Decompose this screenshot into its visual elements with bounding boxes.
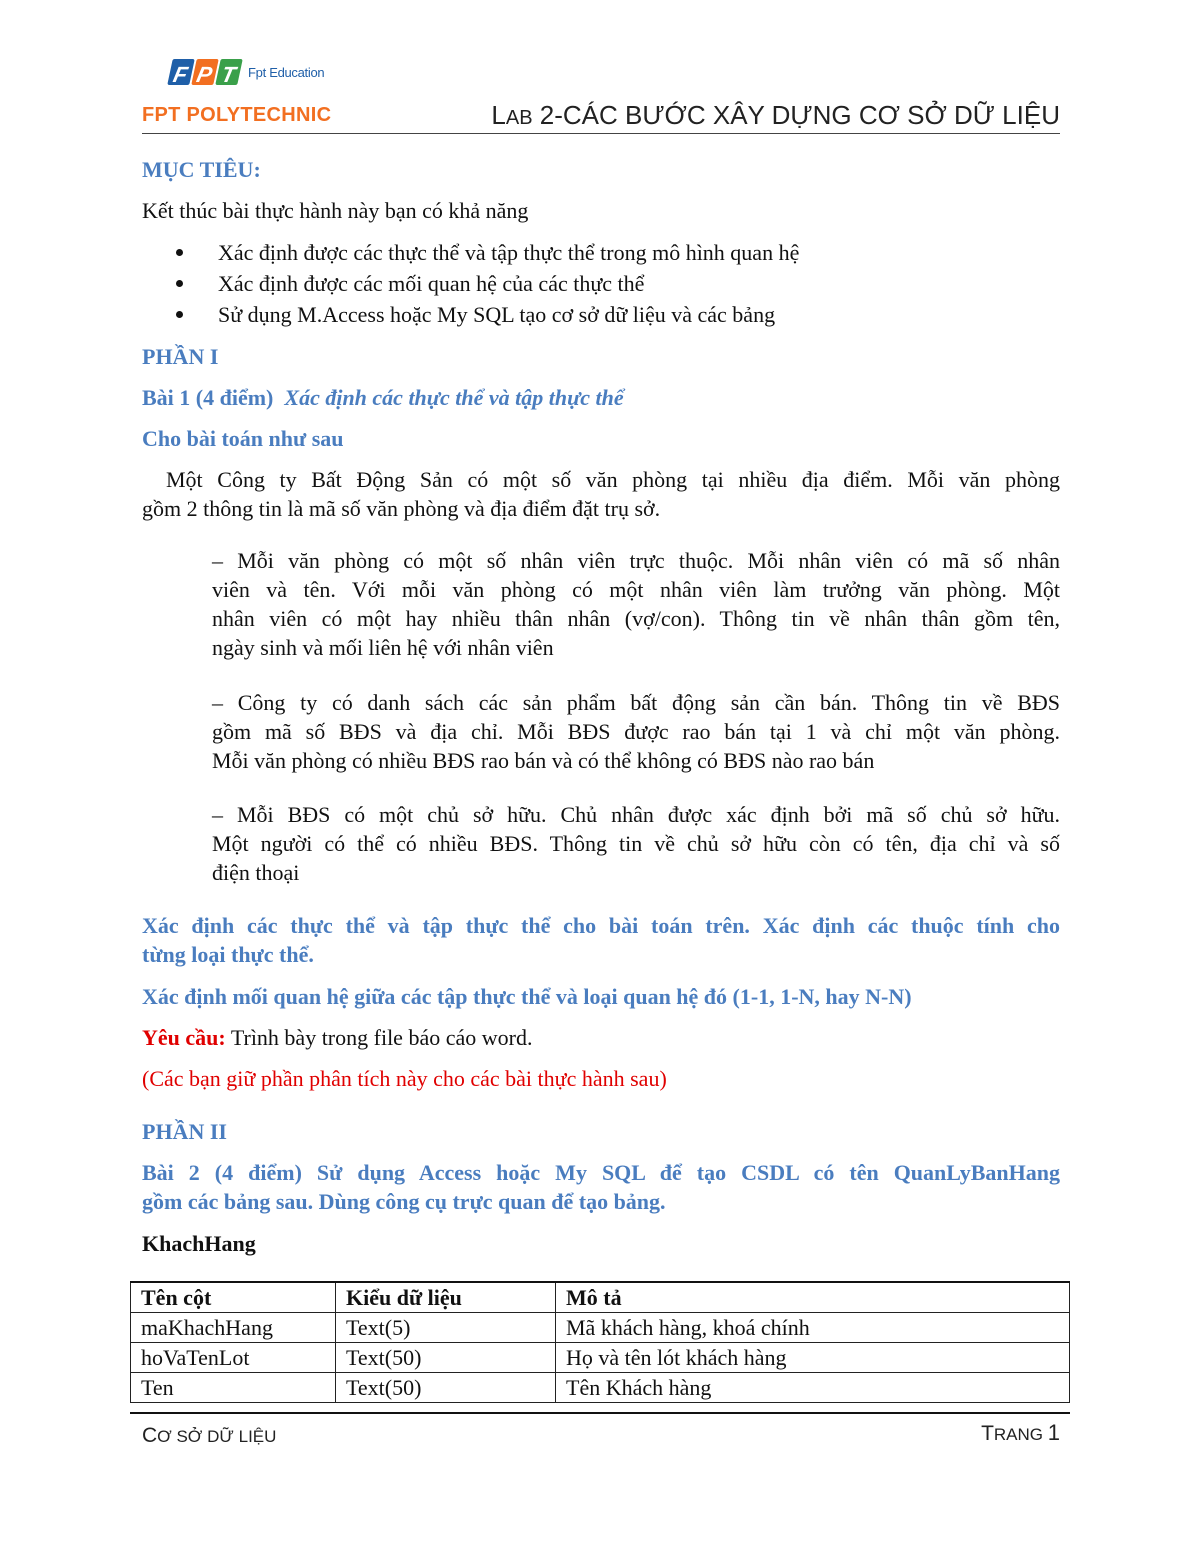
table-cell: Mã khách hàng, khoá chính	[556, 1313, 1070, 1343]
header-rule	[142, 133, 1060, 134]
table-cell: Text(50)	[336, 1343, 556, 1373]
table-name: KhachHang	[142, 1231, 256, 1256]
lab-title	[491, 100, 1060, 131]
task1-heading	[142, 383, 624, 412]
problem-intro: Một Công ty Bất Động Sản có một số văn phòng tại nhiều địa điểm. Mỗi văn phòng gồm 2 thông tin là mã số văn phòng và địa điểm đặt trụ sở.	[142, 467, 1060, 521]
objective-item: Xác định được các mối quan hệ của các thực thể	[218, 269, 644, 298]
table-cell: Ten	[131, 1373, 336, 1403]
part1-heading: PHẦN I	[142, 344, 219, 369]
logo-tile-p: P	[191, 59, 219, 85]
objective-item: Xác định được các thực thể và tập thực thể trong mô hình quan hệ	[218, 238, 799, 267]
column-header: Mô tả	[556, 1282, 1070, 1313]
column-header: Kiểu dữ liệu	[336, 1282, 556, 1313]
table-cell: Họ và tên lót khách hàng	[556, 1343, 1070, 1373]
objective-item: Sử dụng M.Access hoặc My SQL tạo cơ sở dữ liệu và các bảng	[218, 300, 775, 329]
dash-item-offices: – Mỗi văn phòng có một số nhân viên trực thuộc. Mỗi nhân viên có mã số nhân viên và tên. Với mỗi văn phòng có một nhân viên làm trưởng văn phòng. Một nhân viên có một hay nhiều thân nhân (vợ/con). Thông tin về nhân thân gồm tên, ngày sinh và mối liên hệ với nhân viên	[212, 548, 1060, 660]
objectives-heading: MỤC TIÊU:	[142, 157, 261, 182]
logo-tagline: Fpt Education	[248, 65, 325, 80]
table-row	[131, 1373, 1070, 1403]
table-row	[131, 1343, 1070, 1373]
dash-item-properties: – Công ty có danh sách các sản phẩm bất động sản cần bán. Thông tin về BĐS gồm mã số BĐS và địa chỉ. Mỗi BĐS được rao bán tại 1 và chỉ một văn phòng. Mỗi văn phòng có nhiều BĐS rao bán và có thể không có BĐS nào rao bán	[212, 690, 1060, 773]
part2-heading: PHẦN II	[142, 1119, 227, 1144]
lab-title-rest: 2-CÁC BƯỚC XÂY DỰNG CƠ SỞ DỮ LIỆU	[532, 100, 1060, 130]
table-cell: maKhachHang	[131, 1313, 336, 1343]
requirement-entities: Xác định các thực thể và tập thực thể cho bài toán trên. Xác định các thuộc tính cho từng loại thực thể.	[142, 913, 1060, 967]
dash-item-owners: – Mỗi BĐS có một chủ sở hữu. Chủ nhân được xác định bởi mã số chủ sở hữu. Một người có thể có nhiều BĐS. Thông tin về chủ sở hữu còn có tên, địa chỉ và số điện thoại	[212, 802, 1060, 885]
table-row	[131, 1313, 1070, 1343]
requirement-text: Trình bày trong file báo cáo word.	[225, 1025, 533, 1050]
objectives-intro: Kết thúc bài thực hành này bạn có khả năng	[142, 198, 529, 223]
table-cell: hoVaTenLot	[131, 1343, 336, 1373]
bullet-icon	[176, 280, 183, 287]
fpt-education-logo	[170, 55, 340, 95]
logo-tile-t: T	[215, 59, 243, 85]
logo-tile-f: F	[167, 59, 195, 85]
task1-title: Xác định các thực thể và tập thực thể	[284, 385, 624, 410]
lab-title-smallcaps: AB	[505, 107, 533, 129]
task2-heading: Bài 2 (4 điểm) Sử dụng Access hoặc My SQL để tạo CSDL có tên QuanLyBanHang gồm các bảng sau. Dùng công cụ trực quan để tạo bảng.	[142, 1160, 1060, 1214]
task1-number: Bài 1 (4 điểm)	[142, 385, 274, 410]
footer-course-name: CƠ SỞ DỮ LIỆU	[142, 1424, 277, 1447]
footer-page: TRANG 1	[981, 1420, 1060, 1445]
table-cell: Text(5)	[336, 1313, 556, 1343]
problem-heading: Cho bài toán như sau	[142, 426, 344, 451]
column-header: Tên cột	[131, 1282, 336, 1313]
analysis-note: (Các bạn giữ phần phân tích này cho các bài thực hành sau)	[142, 1066, 667, 1091]
bullet-icon	[176, 249, 183, 256]
footer-rule	[130, 1412, 1070, 1414]
requirement-line	[142, 1023, 532, 1052]
brand-name: FPT POLYTECHNIC	[142, 104, 332, 126]
requirement-label: Yêu cầu:	[142, 1025, 226, 1050]
bullet-icon	[176, 311, 183, 318]
page-number: 1	[1047, 1420, 1060, 1445]
khachhang-table	[130, 1281, 1070, 1403]
table-header-row	[131, 1282, 1070, 1313]
lab-title-prefix: L	[491, 100, 506, 130]
table-cell: Text(50)	[336, 1373, 556, 1403]
table-cell: Tên Khách hàng	[556, 1373, 1070, 1403]
requirement-relations: Xác định mối quan hệ giữa các tập thực thể và loại quan hệ đó (1-1, 1-N, hay N-N)	[142, 984, 912, 1009]
